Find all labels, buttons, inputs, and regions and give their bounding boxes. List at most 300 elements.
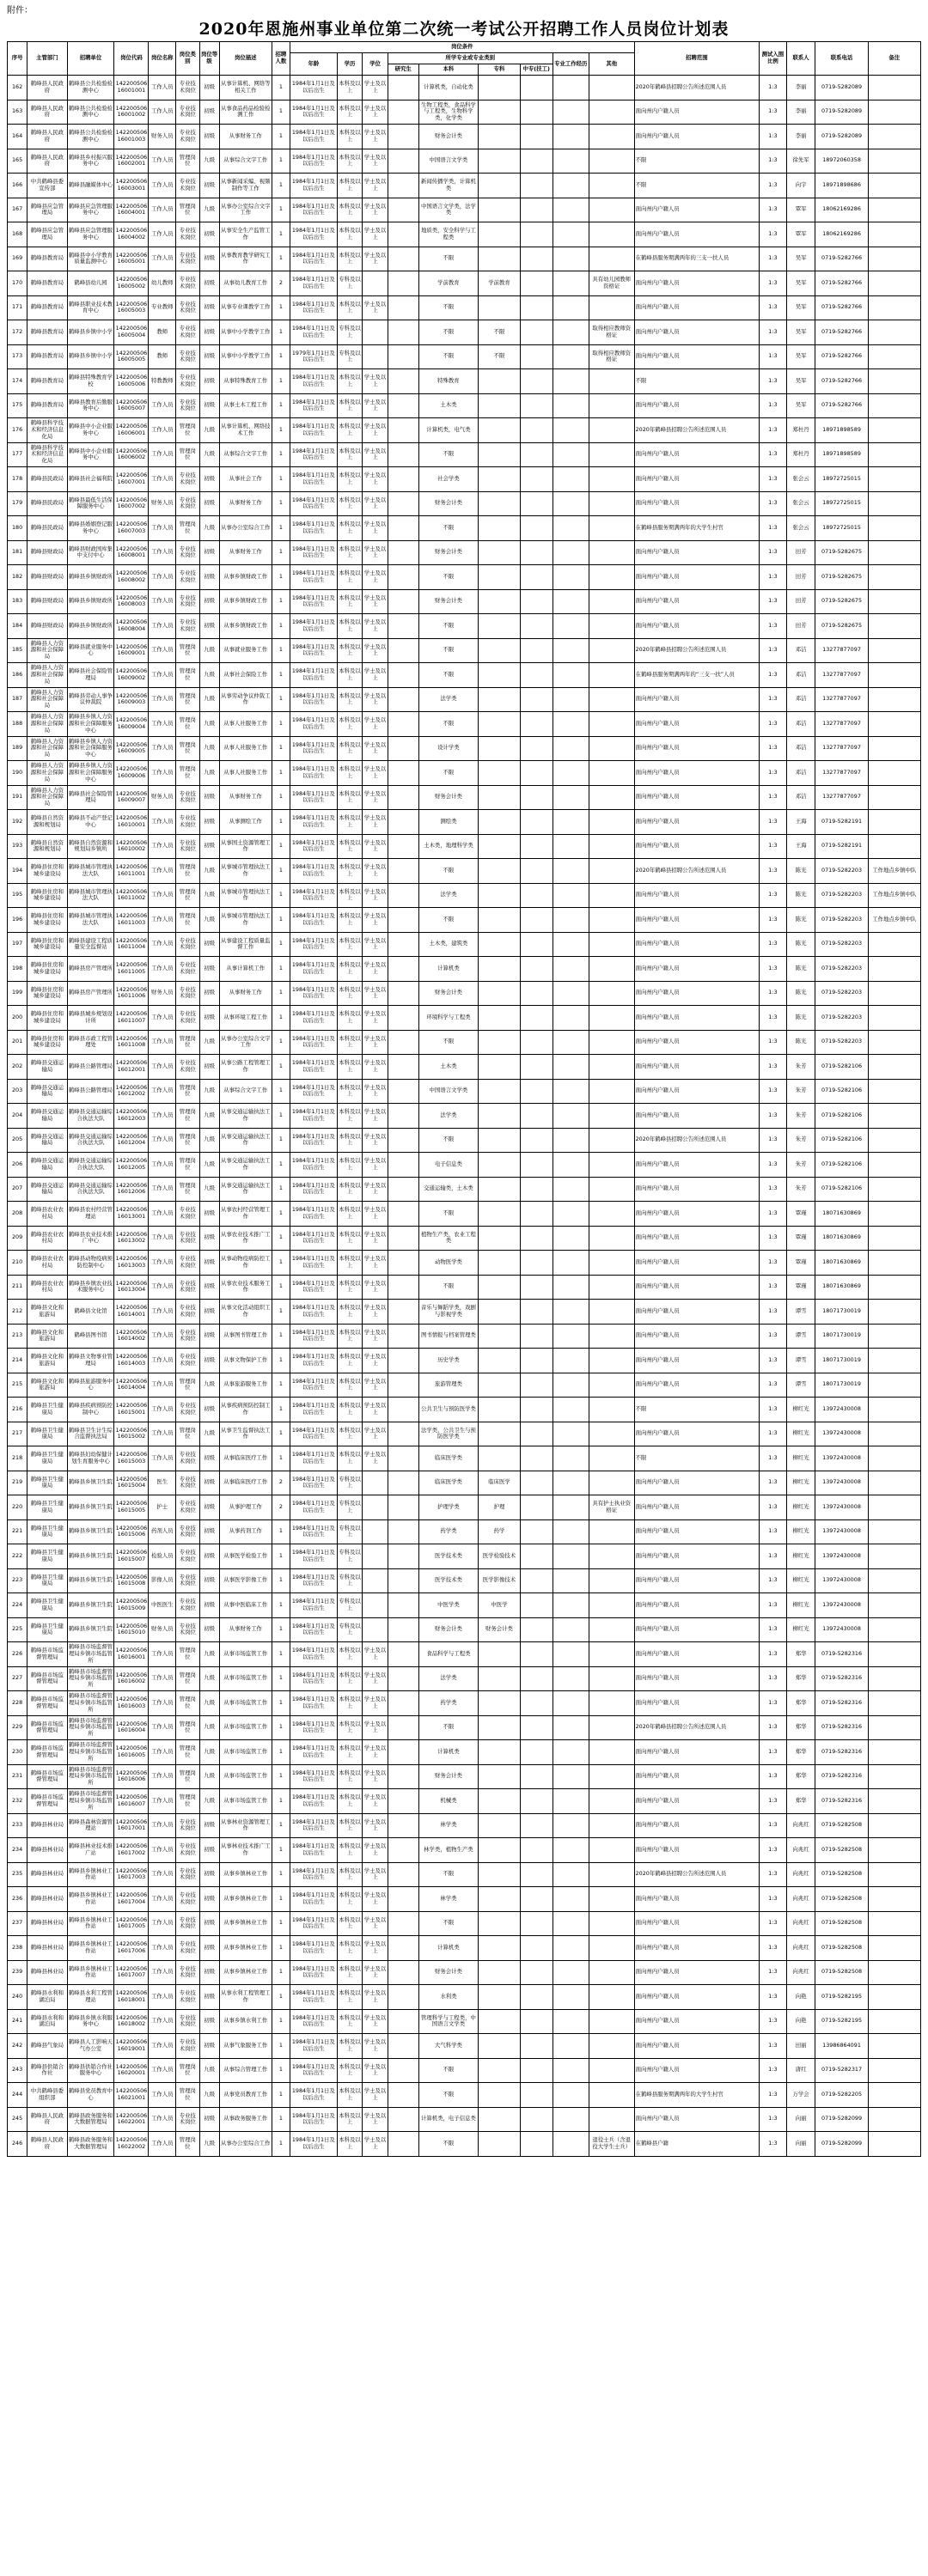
cell-scope: 面向州内户籍人员 (634, 1079, 760, 1104)
cell-exp (553, 418, 589, 443)
cell-ba: 不限 (418, 712, 479, 737)
cell-vo (520, 1544, 553, 1569)
cell-scope: 面向州内户籍人员 (634, 883, 760, 908)
cell-co (479, 1177, 521, 1202)
cell-co (479, 491, 521, 516)
table-row (8, 957, 921, 982)
cell-unit: 鹤峰县交通运输综合执法大队 (67, 1177, 114, 1202)
cell-other: 取得相应教师资格证 (589, 344, 634, 369)
cell-seq: 219 (8, 1471, 27, 1495)
cell-seq: 168 (8, 222, 27, 247)
header-bachelor: 本科 (418, 64, 479, 76)
cell-degree: 学士及以上 (363, 1275, 388, 1300)
cell-phone: 0719-5282191 (815, 810, 868, 835)
cell-count: 1 (272, 2107, 290, 2132)
cell-ba: 财务会计类 (418, 981, 479, 1006)
cell-phone: 0719-5282675 (815, 540, 868, 565)
cell-seq: 225 (8, 1617, 27, 1642)
cell-ba: 植物生产类，农业工程类 (418, 1226, 479, 1251)
table-row (8, 344, 921, 369)
cell-co (479, 1079, 521, 1104)
cell-other (589, 2058, 634, 2083)
cell-unit: 鹤峰县公共检验检测中心 (67, 76, 114, 100)
cell-unit: 鹤峰县就业服务中心 (67, 638, 114, 663)
cell-level: 初级 (199, 1324, 219, 1349)
cell-exp (553, 1593, 589, 1618)
cell-ratio: 1:3 (760, 393, 787, 418)
cell-unit: 鹤峰县劳动人事争议仲裁院 (67, 687, 114, 712)
cell-exp (553, 1079, 589, 1104)
cell-phone: 0719-5282106 (815, 1104, 868, 1129)
cell-pg (388, 2058, 418, 2083)
cell-edu: 本科及以上 (337, 1666, 363, 1691)
cell-count: 1 (272, 834, 290, 859)
cell-ratio: 1:3 (760, 1471, 787, 1495)
cell-phone: 0719-5282675 (815, 589, 868, 614)
cell-exp (553, 957, 589, 982)
table-row (8, 369, 921, 394)
cell-age: 1984年1月1日及以后出生 (290, 1495, 337, 1520)
cell-level: 初级 (199, 1349, 219, 1373)
cell-dept: 鹤峰县人力资源和社会保障局 (27, 687, 67, 712)
cell-other (589, 785, 634, 810)
cell-co (479, 2058, 521, 2083)
cell-ratio: 1:3 (760, 638, 787, 663)
cell-seq: 206 (8, 1153, 27, 1178)
cell-name: 中医医生 (149, 1593, 176, 1618)
cell-desc: 从事农业技术服务工作 (219, 1275, 272, 1300)
cell-unit: 鹤峰县中小学教育质量监测中心 (67, 247, 114, 271)
cell-scope: 面向州内户籍人员 (634, 1764, 760, 1789)
table-row (8, 491, 921, 516)
cell-ratio: 1:3 (760, 1275, 787, 1300)
cell-desc: 从事财务工作 (219, 785, 272, 810)
cell-contact: 朱芳 (786, 1153, 815, 1178)
cell-contact: 向兆红 (786, 1838, 815, 1863)
table-row (8, 2058, 921, 2083)
cell-exp (553, 810, 589, 835)
cell-code: 14220050616011008 (114, 1030, 149, 1055)
cell-dept: 鹤峰县科学技术和经济信息化局 (27, 442, 67, 467)
cell-type: 专业技术岗位 (176, 2009, 199, 2034)
cell-code: 14220050616014003 (114, 1349, 149, 1373)
cell-type: 专业技术岗位 (176, 369, 199, 394)
cell-vo (520, 810, 553, 835)
cell-level: 九级 (199, 663, 219, 688)
cell-dept: 鹤峰县卫生健康局 (27, 1471, 67, 1495)
cell-remark (868, 100, 920, 125)
cell-vo (520, 1642, 553, 1667)
cell-other (589, 442, 634, 467)
cell-age: 1984年1月1日及以后出生 (290, 1398, 337, 1422)
cell-co (479, 2083, 521, 2108)
cell-exp (553, 565, 589, 590)
cell-edu: 本科及以上 (337, 491, 363, 516)
cell-other (589, 1813, 634, 1838)
cell-remark (868, 638, 920, 663)
cell-type: 管理岗位 (176, 442, 199, 467)
cell-count: 1 (272, 1055, 290, 1080)
cell-age: 1984年1月1日及以后出生 (290, 1764, 337, 1789)
cell-edu: 本科及以上 (337, 1911, 363, 1936)
cell-type: 专业技术岗位 (176, 932, 199, 957)
cell-phone: 13277877097 (815, 687, 868, 712)
cell-phone: 0719-5282203 (815, 1030, 868, 1055)
cell-level: 初级 (199, 1838, 219, 1863)
cell-age: 1984年1月1日及以后出生 (290, 1936, 337, 1961)
cell-edu: 专科及以上 (337, 1617, 363, 1642)
cell-co (479, 418, 521, 443)
cell-remark (868, 320, 920, 345)
cell-desc: 从事乡镇林业工作 (219, 1911, 272, 1936)
cell-code: 14220050616015004 (114, 1471, 149, 1495)
cell-type: 管理岗位 (176, 1666, 199, 1691)
cell-level: 初级 (199, 810, 219, 835)
cell-co (479, 614, 521, 639)
cell-ba: 设计学类 (418, 736, 479, 761)
cell-exp (553, 1446, 589, 1471)
cell-contact: 张会云 (786, 516, 815, 541)
cell-ratio: 1:3 (760, 174, 787, 198)
cell-count: 1 (272, 1153, 290, 1178)
cell-type: 管理岗位 (176, 1691, 199, 1716)
cell-age: 1984年1月1日及以后出生 (290, 1006, 337, 1031)
cell-ba: 环境科学与工程类 (418, 1006, 479, 1031)
cell-desc: 从事市场监管工作 (219, 1642, 272, 1667)
cell-remark (868, 1349, 920, 1373)
cell-contact: 陈光 (786, 981, 815, 1006)
cell-level: 初级 (199, 369, 219, 394)
cell-remark (868, 271, 920, 296)
cell-level: 九级 (199, 198, 219, 222)
cell-contact: 郑杜丹 (786, 418, 815, 443)
cell-phone: 0719-5282099 (815, 2107, 868, 2132)
cell-level: 初级 (199, 320, 219, 345)
cell-co (479, 247, 521, 271)
cell-ratio: 1:3 (760, 320, 787, 345)
cell-ratio: 1:3 (760, 540, 787, 565)
cell-unit: 鹤峰县森林资源管理站 (67, 1813, 114, 1838)
cell-ratio: 1:3 (760, 1030, 787, 1055)
cell-scope: 在鹤峰县服务期满两年的“三支一扶”人员 (634, 663, 760, 688)
cell-code: 14220050616008003 (114, 589, 149, 614)
cell-remark (868, 222, 920, 247)
cell-other (589, 810, 634, 835)
cell-seq: 174 (8, 369, 27, 394)
cell-phone: 18071630869 (815, 1202, 868, 1227)
cell-type: 管理岗位 (176, 1715, 199, 1740)
cell-exp (553, 540, 589, 565)
cell-pg (388, 174, 418, 198)
cell-type: 管理岗位 (176, 883, 199, 908)
cell-age: 1984年1月1日及以后出生 (290, 1666, 337, 1691)
cell-ratio: 1:3 (760, 1349, 787, 1373)
cell-other (589, 540, 634, 565)
cell-dept: 鹤峰县民政局 (27, 516, 67, 541)
cell-contact: 朱芳 (786, 1177, 815, 1202)
cell-age: 1984年1月1日及以后出生 (290, 320, 337, 345)
cell-co (479, 1226, 521, 1251)
cell-name: 工作人员 (149, 2058, 176, 2083)
cell-co (479, 1275, 521, 1300)
cell-level: 初级 (199, 344, 219, 369)
cell-degree (363, 1495, 388, 1520)
cell-vo (520, 981, 553, 1006)
cell-dept: 鹤峰县文化和旅游局 (27, 1324, 67, 1349)
cell-type: 管理岗位 (176, 1030, 199, 1055)
cell-ba: 法学类 (418, 1104, 479, 1129)
cell-remark (868, 932, 920, 957)
table-row (8, 418, 921, 443)
cell-edu: 本科及以上 (337, 442, 363, 467)
cell-remark (868, 516, 920, 541)
cell-level: 初级 (199, 589, 219, 614)
cell-vo (520, 1300, 553, 1325)
cell-degree (363, 344, 388, 369)
cell-level: 九级 (199, 2132, 219, 2157)
cell-unit: 鹤峰县图书馆 (67, 1324, 114, 1349)
cell-contact: 李丽 (786, 100, 815, 125)
cell-other (589, 1691, 634, 1716)
table-row (8, 736, 921, 761)
cell-seq: 221 (8, 1519, 27, 1544)
cell-desc: 从事临床医疗工作 (219, 1471, 272, 1495)
cell-desc: 从事综合文字工作 (219, 1079, 272, 1104)
cell-age: 1984年1月1日及以后出生 (290, 1715, 337, 1740)
cell-type: 专业技术岗位 (176, 100, 199, 125)
cell-degree: 学士及以上 (363, 393, 388, 418)
cell-scope: 面向州内户籍人员 (634, 1544, 760, 1569)
cell-type: 专业技术岗位 (176, 810, 199, 835)
cell-type: 专业技术岗位 (176, 1568, 199, 1593)
cell-ba: 音乐与舞蹈学类，戏剧与影视学类 (418, 1300, 479, 1325)
cell-ba: 计算机类 (418, 1936, 479, 1961)
cell-desc: 从事国土资源管理工作 (219, 834, 272, 859)
cell-ratio: 1:3 (760, 1300, 787, 1325)
cell-phone: 0719-5282203 (815, 981, 868, 1006)
cell-unit: 鹤峰县特殊教育学校 (67, 369, 114, 394)
cell-phone: 18071630869 (815, 1275, 868, 1300)
cell-unit: 鹤峰县乡镇林业工作站 (67, 1862, 114, 1887)
cell-co (479, 1936, 521, 1961)
cell-co (479, 1911, 521, 1936)
cell-other (589, 957, 634, 982)
cell-count: 1 (272, 2132, 290, 2157)
cell-level: 九级 (199, 908, 219, 933)
cell-pg (388, 76, 418, 100)
cell-vo (520, 76, 553, 100)
cell-edu: 本科及以上 (337, 100, 363, 125)
cell-scope: 面向州内户籍人员 (634, 1104, 760, 1129)
cell-contact: 向兆红 (786, 1960, 815, 1985)
cell-edu: 专科及以上 (337, 1544, 363, 1569)
cell-level: 初级 (199, 834, 219, 859)
table-row (8, 883, 921, 908)
cell-degree: 学士及以上 (363, 247, 388, 271)
cell-scope: 面向州内户籍人员 (634, 2034, 760, 2059)
cell-other (589, 908, 634, 933)
cell-level: 九级 (199, 638, 219, 663)
cell-age: 1984年1月1日及以后出生 (290, 467, 337, 492)
table-row (8, 1446, 921, 1471)
cell-desc: 从事交通运输执法工作 (219, 1177, 272, 1202)
cell-exp (553, 1373, 589, 1398)
cell-type: 管理岗位 (176, 198, 199, 222)
cell-vo (520, 2083, 553, 2108)
cell-co (479, 589, 521, 614)
cell-exp (553, 1030, 589, 1055)
cell-pg (388, 1079, 418, 1104)
cell-vo (520, 1593, 553, 1618)
cell-age: 1984年1月1日及以后出生 (290, 1373, 337, 1398)
cell-unit: 鹤峰县交通运输综合执法大队 (67, 1128, 114, 1153)
cell-ba: 不限 (418, 320, 479, 345)
cell-remark (868, 1373, 920, 1398)
cell-co (479, 1642, 521, 1667)
cell-dept: 鹤峰县人力资源和社会保障局 (27, 761, 67, 786)
cell-count: 1 (272, 344, 290, 369)
cell-pg (388, 125, 418, 149)
cell-contact: 柳红光 (786, 1446, 815, 1471)
cell-degree: 学士及以上 (363, 1862, 388, 1887)
cell-degree: 学士及以上 (363, 222, 388, 247)
cell-unit: 鹤峰县乡镇人力资源和社会保障服务中心 (67, 736, 114, 761)
cell-type: 专业技术岗位 (176, 1055, 199, 1080)
cell-name: 工作人员 (149, 1813, 176, 1838)
cell-exp (553, 2009, 589, 2034)
cell-scope: 在鹤峰县服务期满两年的大学生村官 (634, 516, 760, 541)
cell-vo (520, 198, 553, 222)
cell-seq: 222 (8, 1544, 27, 1569)
cell-ba: 食品科学与工程类 (418, 1642, 479, 1667)
cell-scope: 面向州内户籍人员 (634, 1251, 760, 1276)
cell-edu: 本科及以上 (337, 393, 363, 418)
cell-name: 工作人员 (149, 1373, 176, 1398)
cell-phone: 0719-5282766 (815, 369, 868, 394)
cell-count: 1 (272, 1373, 290, 1398)
cell-age: 1984年1月1日及以后出生 (290, 2132, 337, 2157)
cell-edu: 本科及以上 (337, 418, 363, 443)
cell-desc: 从事卫生监督执法工作 (219, 1422, 272, 1446)
cell-pg (388, 687, 418, 712)
table-row (8, 932, 921, 957)
cell-code: 14220050616012005 (114, 1153, 149, 1178)
cell-edu: 本科及以上 (337, 589, 363, 614)
cell-age: 1984年1月1日及以后出生 (290, 1691, 337, 1716)
cell-vo (520, 1789, 553, 1814)
table-row (8, 1422, 921, 1446)
cell-contact: 柳红光 (786, 1617, 815, 1642)
cell-remark (868, 1568, 920, 1593)
cell-unit: 鹤峰县市场监督管理局乡镇市场监管所 (67, 1789, 114, 1814)
cell-dept: 鹤峰县人民政府 (27, 149, 67, 174)
cell-phone: 0719-5282195 (815, 2009, 868, 2034)
cell-scope: 面向州内户籍人员 (634, 834, 760, 859)
cell-level: 九级 (199, 1128, 219, 1153)
cell-degree: 学士及以上 (363, 1006, 388, 1031)
cell-vo (520, 467, 553, 492)
cell-pg (388, 1153, 418, 1178)
header-age: 年龄 (290, 53, 337, 76)
cell-desc: 从事财务工作 (219, 540, 272, 565)
cell-ba: 临床医学类 (418, 1471, 479, 1495)
cell-type: 管理岗位 (176, 1373, 199, 1398)
cell-exp (553, 149, 589, 174)
cell-count: 1 (272, 1300, 290, 1325)
cell-co (479, 932, 521, 957)
cell-pg (388, 614, 418, 639)
cell-seq: 242 (8, 2034, 27, 2059)
table-row (8, 1079, 921, 1104)
cell-degree: 学士及以上 (363, 1177, 388, 1202)
cell-pg (388, 442, 418, 467)
cell-pg (388, 1691, 418, 1716)
cell-desc: 从事市场监管工作 (219, 1764, 272, 1789)
cell-name: 工作人员 (149, 76, 176, 100)
cell-age: 1984年1月1日及以后出生 (290, 516, 337, 541)
cell-degree: 学士及以上 (363, 1153, 388, 1178)
cell-scope: 面向州内户籍人员 (634, 614, 760, 639)
cell-dept: 鹤峰县住房和城乡建设局 (27, 932, 67, 957)
cell-ratio: 1:3 (760, 1153, 787, 1178)
cell-vo (520, 491, 553, 516)
cell-ratio: 1:3 (760, 100, 787, 125)
cell-scope: 面向州内户籍人员 (634, 1495, 760, 1520)
cell-age: 1984年1月1日及以后出生 (290, 1030, 337, 1055)
cell-seq: 199 (8, 981, 27, 1006)
cell-remark (868, 1471, 920, 1495)
cell-exp (553, 174, 589, 198)
cell-phone: 18971898589 (815, 442, 868, 467)
table-row (8, 1764, 921, 1789)
cell-unit: 鹤峰县婚姻登记服务中心 (67, 516, 114, 541)
cell-edu: 本科及以上 (337, 2058, 363, 2083)
cell-other (589, 1251, 634, 1276)
cell-level: 初级 (199, 1275, 219, 1300)
cell-desc: 从事疾病预防控制工作 (219, 1398, 272, 1422)
cell-ratio: 1:3 (760, 1006, 787, 1031)
cell-phone: 18971898686 (815, 174, 868, 198)
cell-type: 专业技术岗位 (176, 467, 199, 492)
cell-code: 14220050616009002 (114, 663, 149, 688)
cell-contact: 向兆红 (786, 1887, 815, 1912)
cell-scope: 不限 (634, 1446, 760, 1471)
cell-name: 教师 (149, 320, 176, 345)
cell-exp (553, 614, 589, 639)
cell-code: 14220050616004002 (114, 222, 149, 247)
cell-count: 1 (272, 174, 290, 198)
cell-phone: 13972430008 (815, 1446, 868, 1471)
cell-phone: 18071630869 (815, 1251, 868, 1276)
table-row (8, 1128, 921, 1153)
cell-degree: 学士及以上 (363, 761, 388, 786)
cell-desc: 从事交通运输执法工作 (219, 1128, 272, 1153)
cell-unit: 鹤峰县乡镇林业工作站 (67, 1936, 114, 1961)
cell-edu: 本科及以上 (337, 1349, 363, 1373)
cell-desc: 从事乡镇林业工作 (219, 1887, 272, 1912)
cell-pg (388, 1764, 418, 1789)
table-row (8, 1349, 921, 1373)
cell-remark (868, 2107, 920, 2132)
cell-unit: 鹤峰县乡镇农业技术服务中心 (67, 1275, 114, 1300)
cell-count: 1 (272, 1006, 290, 1031)
table-row (8, 2107, 921, 2132)
cell-count: 1 (272, 1593, 290, 1618)
cell-ratio: 1:3 (760, 1764, 787, 1789)
cell-desc: 从事护理工作 (219, 1495, 272, 1520)
cell-name: 工作人员 (149, 1422, 176, 1446)
cell-edu: 本科及以上 (337, 1764, 363, 1789)
